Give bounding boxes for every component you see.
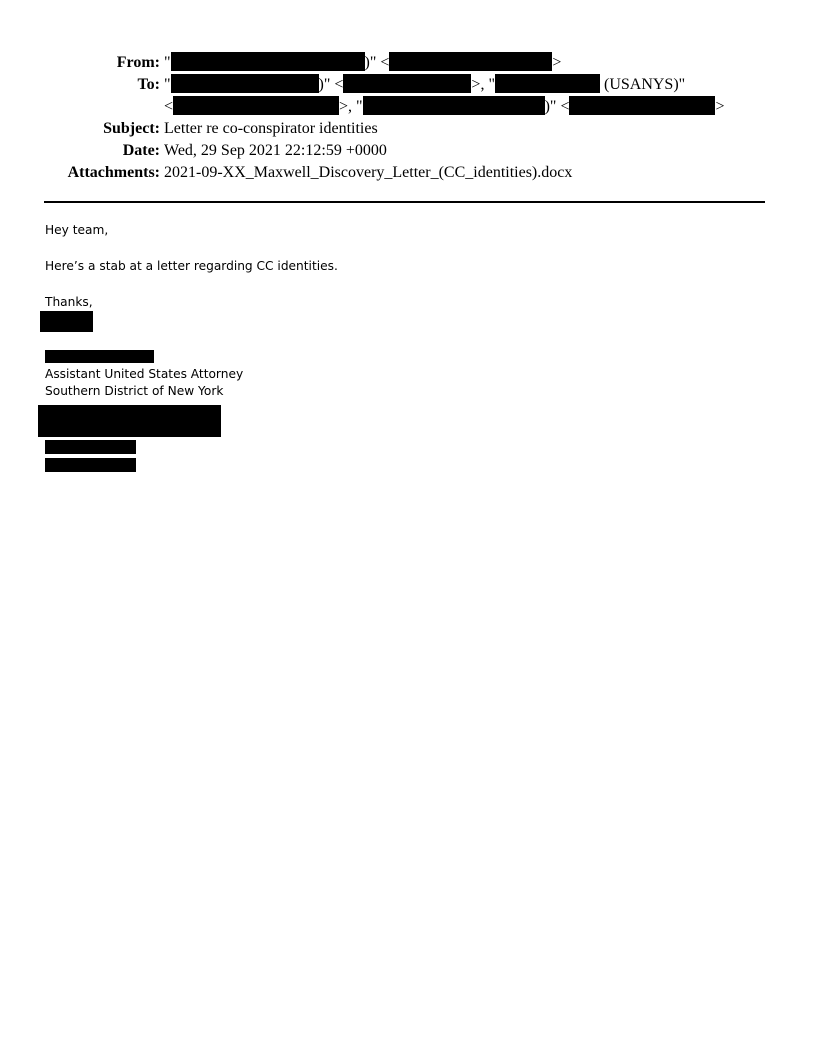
redaction-block [171, 52, 365, 71]
redaction-block [38, 405, 221, 437]
signature-title: Assistant United States Attorney [45, 367, 244, 381]
from-quote-open: " [164, 54, 171, 71]
date-label: Date: [122, 142, 160, 159]
from-value [164, 52, 561, 74]
redaction-block [343, 74, 471, 93]
subject-row [0, 118, 816, 140]
to-separator: >, " [471, 76, 495, 93]
to-value [164, 74, 685, 96]
redaction-block [171, 74, 319, 93]
from-label: From: [116, 54, 160, 71]
to-quote-open: " [164, 76, 171, 93]
to-bracket-close-2: > [715, 98, 725, 115]
to-quote-close-2: )" < [544, 98, 570, 115]
subject-label: Subject: [103, 120, 160, 137]
greeting: Hey team, [45, 223, 109, 237]
message-text: Here’s a stab at a letter regarding CC identities. [45, 259, 338, 273]
to-row-continued [0, 96, 816, 118]
from-bracket-close: > [552, 54, 562, 71]
attachment-file-link[interactable]: 2021-09-XX_Maxwell_Discovery_Letter_(CC_identities).docx [164, 164, 573, 181]
from-quote-close: )" < [364, 54, 390, 71]
to-row [0, 74, 816, 96]
email-header [0, 52, 816, 184]
to-bracket-open: < [164, 98, 174, 115]
redaction-block [45, 350, 154, 363]
redaction-block [45, 440, 136, 454]
to-usanys: (USANYS)" [599, 76, 686, 93]
subject-value: Letter re co-conspirator identities [164, 120, 378, 137]
signature-office: Southern District of New York [45, 384, 224, 398]
redaction-block [389, 52, 552, 71]
header-divider [44, 201, 765, 203]
redaction-block [45, 458, 136, 472]
attachments-label: Attachments: [67, 164, 160, 181]
redaction-block [495, 74, 600, 93]
date-row [0, 140, 816, 162]
attachments-row [0, 162, 816, 184]
to-quote-close: )" < [318, 76, 344, 93]
to-separator-2: >, " [339, 98, 363, 115]
from-row [0, 52, 816, 74]
to-label: To: [137, 76, 160, 93]
closing: Thanks, [45, 295, 93, 309]
date-value: Wed, 29 Sep 2021 22:12:59 +0000 [164, 142, 387, 159]
redaction-block [363, 96, 545, 115]
redaction-block [173, 96, 339, 115]
redaction-block [40, 311, 93, 332]
redaction-block [569, 96, 715, 115]
to-value-continued [164, 96, 725, 118]
